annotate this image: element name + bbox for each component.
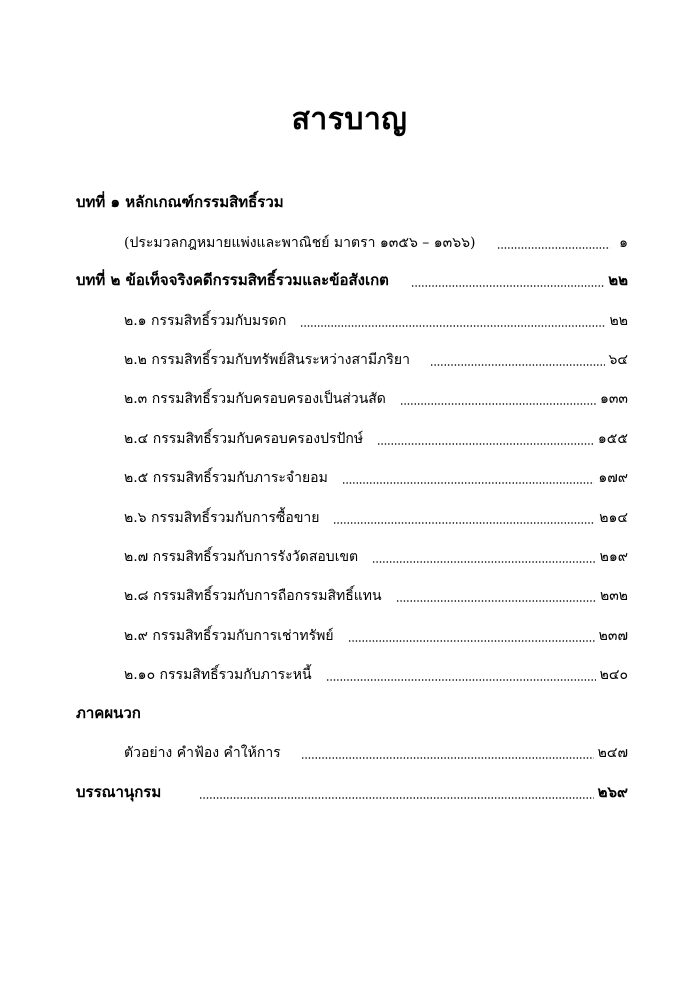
dot-leader [497, 247, 610, 249]
toc-entry-label: ๒.๓ กรรมสิทธิ์รวมกับครอบครองเป็นส่วนสัด [124, 391, 386, 407]
toc-entry-page: ๒๖๙ [597, 783, 628, 801]
toc-entry-label: ๒.๑ กรรมสิทธิ์รวมกับมรดก [124, 313, 287, 329]
toc-entry-appendix-1[interactable] [124, 740, 628, 764]
dot-leader [411, 285, 604, 287]
toc-entry-page: ๒๔๗ [597, 745, 628, 761]
dot-leader [396, 600, 596, 602]
dot-leader [400, 403, 596, 405]
dot-leader [199, 797, 593, 799]
toc-entry-page: ๒๒ [609, 313, 628, 329]
toc-entry-label: ตัวอย่าง คำฟ้อง คำให้การ [124, 745, 281, 761]
toc-entry-2-6[interactable] [124, 505, 628, 529]
appendix-heading: ภาคผนวก [76, 704, 141, 722]
toc-entry-label: ๒.๖ กรรมสิทธิ์รวมกับการซื้อขาย [124, 510, 320, 526]
dot-leader [342, 482, 595, 484]
dot-leader [430, 364, 605, 366]
toc-entry-bibliography[interactable] [76, 780, 628, 804]
toc-entry-2-7[interactable] [124, 544, 628, 568]
dot-leader [377, 443, 594, 445]
toc-entry-page: ๑ [619, 235, 628, 251]
toc-entry-label: (ประมวลกฎหมายแพ่งและพาณิชย์ มาตรา ๑๓๕๖ – ๑๓๖๖) [124, 235, 476, 251]
toc-entry-2-1[interactable] [124, 308, 628, 332]
dot-leader [326, 679, 596, 681]
toc-entry-page: ๒๓๗ [598, 628, 628, 644]
bibliography-heading: บรรณานุกรม [76, 783, 162, 801]
dot-leader [300, 325, 605, 327]
dot-leader [348, 640, 595, 642]
toc-entry-2-8[interactable] [124, 583, 628, 607]
toc-entry-page: ๒๒ [608, 271, 628, 289]
toc-entry-page: ๒๓๒ [599, 588, 628, 604]
toc-entry-label: ๒.๗ กรรมสิทธิ์รวมกับการรังวัดสอบเขต [124, 549, 359, 565]
chapter-1-heading: บทที่ ๑ หลักเกณฑ์กรรมสิทธิ์รวม [76, 193, 284, 211]
toc-entry-page: ๑๕๕ [597, 431, 628, 447]
toc-entry-page: ๖๔ [608, 352, 628, 368]
toc-entry-2-10[interactable] [124, 662, 628, 686]
toc-entry-2-5[interactable] [124, 465, 628, 489]
toc-entry-label: ๒.๙ กรรมสิทธิ์รวมกับการเช่าทรัพย์ [124, 628, 334, 644]
dot-leader [333, 522, 595, 524]
toc-entry-2-4[interactable] [124, 426, 628, 450]
dot-leader [372, 561, 595, 563]
toc-entry-page: ๒๔๐ [599, 667, 628, 683]
page-title: สารบาญ [291, 102, 408, 137]
toc-entry-2-2[interactable] [124, 347, 628, 371]
chapter-2-heading: บทที่ ๒ ข้อเท็จจริงคดีกรรมสิทธิ์รวมและข้อสังเกต [76, 271, 389, 289]
toc-entry-chapter-1-sub[interactable] [124, 230, 628, 254]
toc-entry-page: ๑๓๓ [599, 391, 628, 407]
toc-entry-label: ๒.๘ กรรมสิทธิ์รวมกับการถือกรรมสิทธิ์แทน [124, 588, 382, 604]
toc-entry-page: ๒๑๔ [599, 510, 628, 526]
dot-leader [301, 757, 594, 759]
toc-entry-page: ๒๑๙ [599, 549, 628, 565]
toc-entry-label: ๒.๕ กรรมสิทธิ์รวมกับภาระจำยอม [124, 470, 328, 486]
toc-entry-2-9[interactable] [124, 623, 628, 647]
toc-entry-2-3[interactable] [124, 386, 628, 410]
toc-entry-page: ๑๗๙ [598, 470, 628, 486]
toc-entry-label: ๒.๒ กรรมสิทธิ์รวมกับทรัพย์สินระหว่างสามีภริยา [124, 352, 410, 368]
toc-entry-chapter-2[interactable] [76, 268, 628, 292]
toc-entry-label: ๒.๑๐ กรรมสิทธิ์รวมกับภาระหนี้ [124, 667, 312, 683]
toc-entry-label: ๒.๔ กรรมสิทธิ์รวมกับครอบครองปรปักษ์ [124, 431, 364, 447]
